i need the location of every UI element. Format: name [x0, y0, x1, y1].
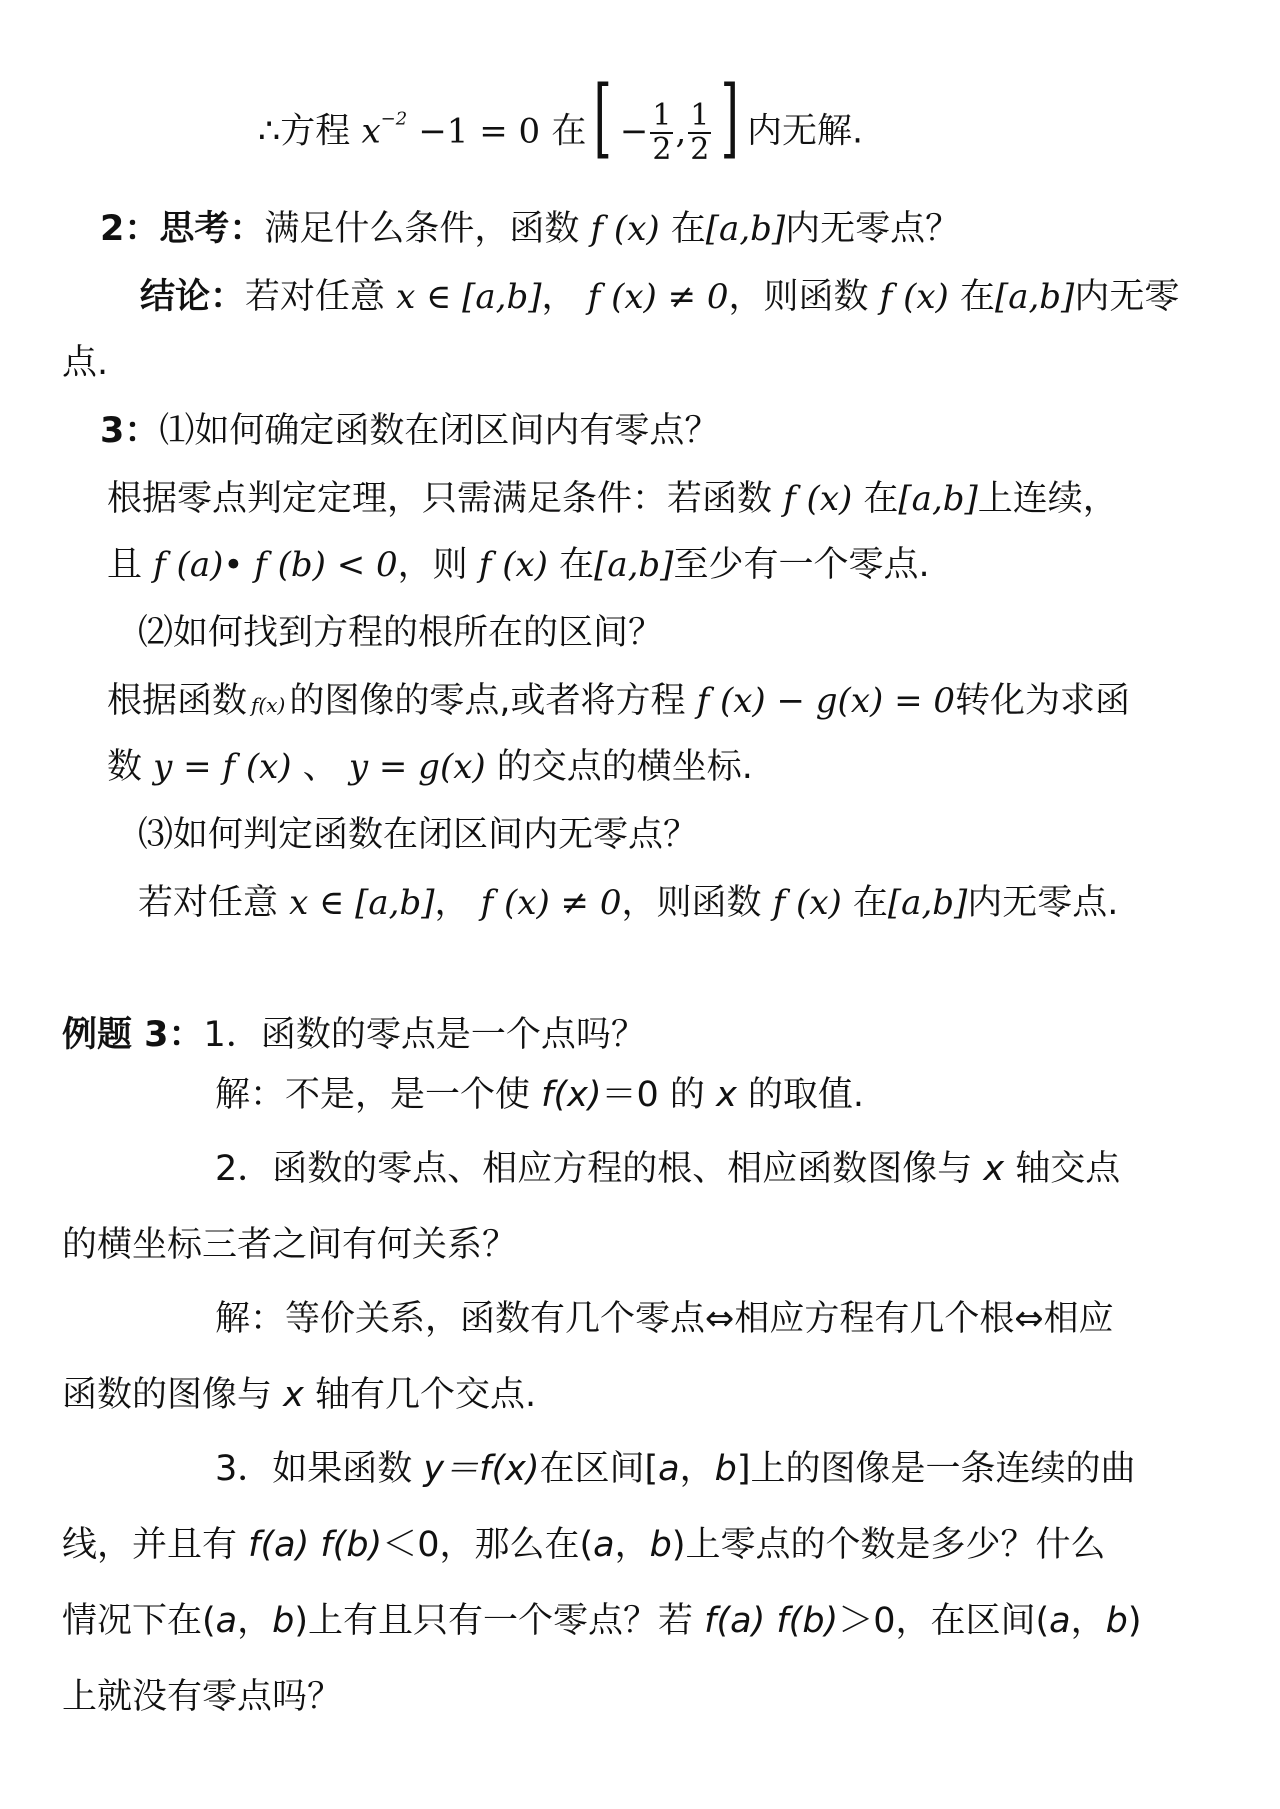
item3-l4-end: 的交点的横坐标.	[496, 747, 753, 787]
item3-l1-line	[107, 479, 1118, 519]
example3-a1-text: 解：不是，是一个使	[215, 1075, 531, 1115]
example3-q3-l2-comma: ，	[614, 1525, 650, 1565]
item3-l4-text: 数	[107, 747, 143, 787]
example3-q2-end: 轴交点	[1015, 1149, 1121, 1189]
example3-q3-text: 3．如果函数	[215, 1449, 413, 1489]
item3-l1-interval: [a,b]	[898, 479, 978, 519]
example3-q3-l3-gt: ＞0，在区间(	[838, 1601, 1050, 1641]
example3-title: 例题 3：	[62, 1015, 204, 1055]
example3-a2-x: x	[283, 1375, 304, 1415]
item3-l5-line	[138, 883, 1119, 923]
example3-q3-l3-a: a	[215, 1601, 238, 1641]
example3-q3-l2-a: a	[593, 1525, 615, 1565]
equation-exponent: −2	[380, 108, 408, 130]
example3-q1: 1．函数的零点是一个点吗？	[203, 1015, 646, 1055]
item3-l1-end: 上连续，	[977, 479, 1118, 519]
think-text: 满足什么条件，函数	[264, 209, 580, 249]
fraction-two-numerator: 1	[690, 98, 710, 133]
think-fx: f (x)	[590, 209, 660, 249]
interval-comma: ,	[675, 111, 687, 152]
item3-l2-text: 且	[107, 545, 143, 585]
item-number-3: 3：	[100, 411, 160, 451]
minus-sign: −	[619, 111, 649, 152]
example3-q3-l3-mid: )上有且只有一个零点？若	[294, 1601, 693, 1641]
example3-a2-line	[215, 1299, 1114, 1339]
example3-q2-wrap-line	[62, 1225, 518, 1265]
item3-l4-y1: y = f (x)	[153, 747, 292, 787]
item3-l3-fx-small: f(x)	[251, 693, 286, 717]
item3-q1-line	[100, 411, 720, 451]
conclusion-equation-line	[258, 67, 864, 168]
item3-q1: ⑴如何确定函数在闭区间内有零点？	[159, 411, 720, 451]
example3-q3-l2-b: b	[649, 1525, 672, 1565]
item3-l5-end: 内无零点.	[967, 883, 1119, 923]
item3-l5-in: 在	[852, 883, 888, 923]
example3-q3-l3-line	[62, 1601, 1142, 1641]
item3-l3-line	[107, 681, 1131, 721]
fraction-two	[688, 100, 711, 165]
equation-base: x	[361, 111, 381, 152]
conclusion-x-in-ab: x ∈ [a,b]	[396, 277, 542, 317]
example3-q3-l2-product: f(a) f(b)	[248, 1525, 383, 1565]
think-question-line	[100, 209, 961, 249]
item3-l2-then: ，则	[397, 545, 468, 585]
equation-in: 在	[551, 111, 587, 152]
example3-a2-end: 轴有几个交点.	[315, 1375, 537, 1415]
think-interval: [a,b]	[705, 209, 786, 249]
item3-q3: ⑶如何判定函数在闭区间内无零点？	[138, 815, 699, 855]
example3-q3-l3-product: f(a) f(b)	[704, 1601, 839, 1641]
example3-q3-l2-end: )上零点的个数是多少？什么	[671, 1525, 1106, 1565]
item3-l2-line	[107, 545, 930, 585]
item3-l5-then: ，则函数	[621, 883, 762, 923]
item3-l2-end: 至少有一个零点.	[673, 545, 930, 585]
item3-q3-line	[138, 815, 699, 855]
example3-a1-fx: f(x)	[541, 1075, 602, 1115]
example3-q2-line	[215, 1149, 1121, 1189]
conclusion-sep: ，	[541, 277, 577, 317]
equation-end: 内无解.	[746, 111, 864, 152]
example3-q3-line	[215, 1449, 1136, 1489]
example3-a1-x: x	[716, 1075, 737, 1115]
item3-l2-in: 在	[559, 545, 595, 585]
example3-q1-line	[62, 1015, 646, 1055]
example3-q3-end: ]上的图像是一条连续的曲	[736, 1449, 1136, 1489]
item3-l4-line	[107, 747, 753, 787]
example3-q3-l4: 上就没有零点吗？	[62, 1677, 343, 1717]
item3-l3-end: 转化为求函	[955, 681, 1131, 721]
item-number-2: 2：	[100, 209, 160, 249]
example3-q3-y: y＝f(x)	[423, 1449, 540, 1489]
example3-q3-b: b	[714, 1449, 737, 1489]
item3-l4-y2: y = g(x)	[348, 747, 486, 787]
conclusion-label: 结论：	[140, 277, 246, 317]
example3-a1-line	[215, 1075, 865, 1115]
example3-q2-text: 2．函数的零点、相应方程的根、相应函数图像与	[215, 1149, 973, 1189]
item3-l1-in: 在	[863, 479, 899, 519]
example3-q3-comma: ，	[679, 1449, 715, 1489]
item3-l5-fx-ne-0: f (x) ≠ 0	[480, 883, 622, 923]
conclusion-fx: f (x)	[879, 277, 949, 317]
example3-q3-l3-close: )	[1127, 1601, 1142, 1641]
example3-a1-eq0: ＝0 的	[601, 1075, 705, 1115]
conclusion-line	[140, 277, 1180, 317]
item3-l4-sep: 、	[302, 747, 338, 787]
example3-q3-l3-a2: a	[1049, 1601, 1071, 1641]
left-bracket: [	[593, 67, 613, 168]
conclusion-text-b: ，则函数	[728, 277, 869, 317]
conclusion-wrap-line	[62, 343, 109, 383]
think-in: 在	[670, 209, 706, 249]
example3-q3-in: 在区间[	[539, 1449, 659, 1489]
equation-rest: −1 = 0	[418, 111, 541, 152]
example3-q3-l3-b2: b	[1105, 1601, 1128, 1641]
example3-q3-a: a	[658, 1449, 680, 1489]
item3-l3-text: 根据函数	[107, 681, 248, 721]
item3-l2-condition: f (a)• f (b) < 0	[153, 545, 398, 585]
item3-l1-text: 根据零点判定定理，只需满足条件：若函数	[107, 479, 773, 519]
item3-l5-x-in-ab: x ∈ [a,b]	[289, 883, 435, 923]
item3-q2: ⑵如何找到方程的根所在的区间？	[138, 613, 664, 653]
example3-a2-text: 解：等价关系，函数有几个零点⇔相应方程有几个根⇔相应	[215, 1299, 1114, 1339]
example3-q3-l3-comma2: ，	[1070, 1601, 1106, 1641]
example3-a2-wrap-line	[62, 1375, 537, 1415]
conclusion-interval: [a,b]	[994, 277, 1075, 317]
example3-q2-wrap: 的横坐标三者之间有何关系？	[62, 1225, 518, 1265]
fraction-one	[650, 100, 673, 165]
item3-l1-fx: f (x)	[783, 479, 853, 519]
think-label: 思考：	[159, 209, 265, 249]
example3-q3-l2-line	[62, 1525, 1106, 1565]
conclusion-text-a: 若对任意	[245, 277, 386, 317]
example3-q3-l2-text: 线，并且有	[62, 1525, 238, 1565]
think-end: 内无零点？	[785, 209, 961, 249]
item3-l5-fx: f (x)	[772, 883, 842, 923]
item3-l5-interval: [a,b]	[887, 883, 968, 923]
item3-q2-line	[138, 613, 664, 653]
fraction-two-denominator: 2	[690, 131, 710, 167]
conclusion-end: 内无零	[1074, 277, 1180, 317]
fraction-one-denominator: 2	[652, 131, 672, 167]
right-bracket: ]	[720, 67, 740, 168]
example3-q2-x: x	[983, 1149, 1005, 1189]
item3-l2-interval: [a,b]	[594, 545, 674, 585]
example3-q3-l3-text: 情况下在(	[62, 1601, 216, 1641]
example3-a2-wrap-text: 函数的图像与	[62, 1375, 273, 1415]
item3-l3-text-b: 的图像的零点,或者将方程	[289, 681, 686, 721]
item3-l5-text: 若对任意	[138, 883, 279, 923]
example3-q3-l3-b: b	[272, 1601, 295, 1641]
item3-l2-fx: f (x)	[478, 545, 548, 585]
fraction-one-numerator: 1	[652, 98, 672, 133]
example3-q3-l3-comma: ，	[237, 1601, 273, 1641]
item3-l3-equation: f (x) − g(x) = 0	[696, 681, 955, 721]
conclusion-in: 在	[959, 277, 995, 317]
therefore-symbol: ∴	[258, 111, 281, 152]
conclusion-wrap: 点.	[62, 343, 109, 383]
example3-a1-end: 的取值.	[747, 1075, 865, 1115]
item3-l5-sep: ，	[434, 883, 470, 923]
conclusion-fx-ne-0: f (x) ≠ 0	[587, 277, 729, 317]
example3-q3-l4-line	[62, 1677, 343, 1717]
example3-q3-l2-lt: ＜0，那么在(	[382, 1525, 594, 1565]
equation-label: 方程	[280, 111, 351, 152]
